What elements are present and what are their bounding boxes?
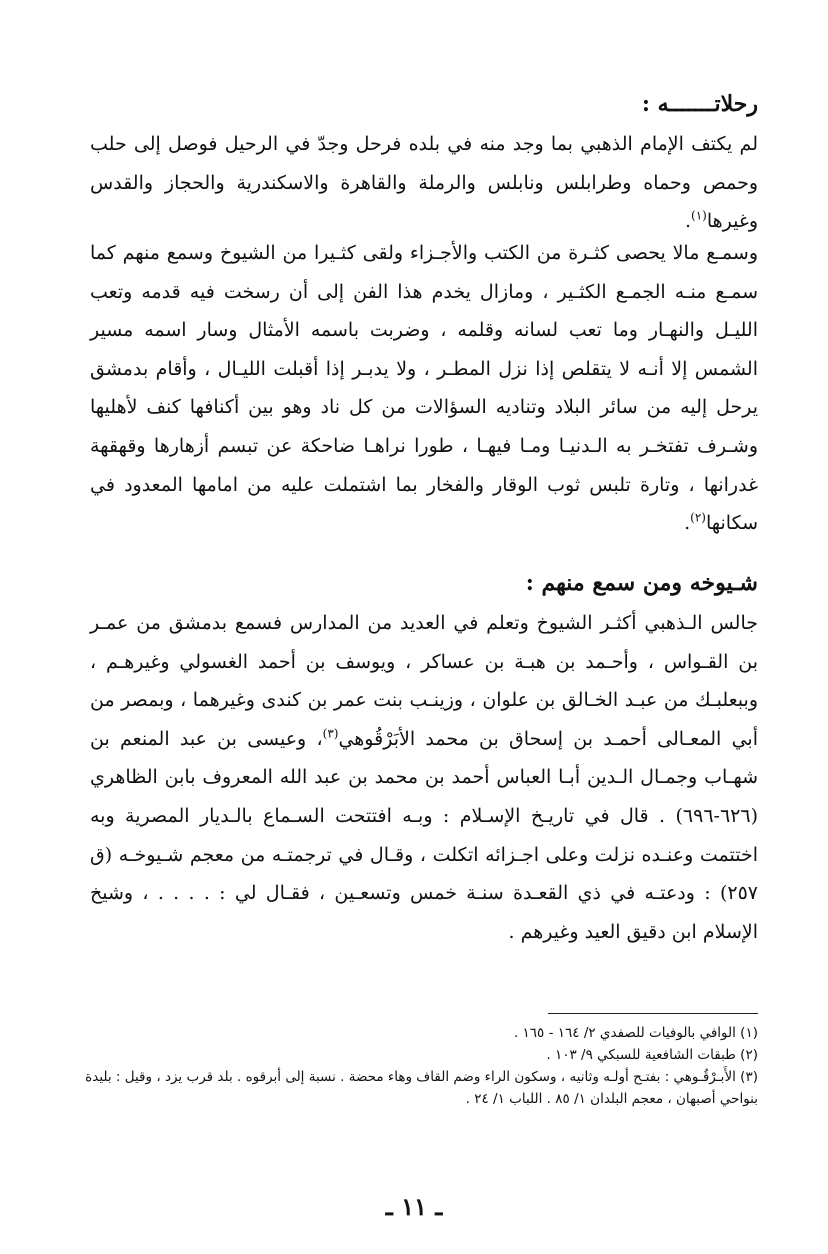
paragraph-end: . xyxy=(684,512,691,535)
paragraph-teachers xyxy=(90,604,758,951)
footnote-ref[interactable]: (٣) xyxy=(322,726,339,741)
paragraph-text-part-a: جالس الـذهبي أكثـر الشيوخ وتعلم في العديد من المدارس فسمع بدمشق من عمـر بن القـواس ، وأحـمد بن هبـة بن عساكر ، ويوسف بن أحمد الغسولي وغيرهـم ، وببعلبـك من عبـد الخـالق بن علوان ، وزينـب بنت عمر بن كندى وغيرهما ، وبمصر من أبي المعـالى أحمـد بن إسحاق بن محمد الأبَرْقُوهي xyxy=(90,612,758,750)
page-number: ـ ١١ ـ xyxy=(385,1192,443,1221)
paragraph-travels-1 xyxy=(90,125,758,241)
footnote-divider xyxy=(548,1013,758,1014)
footnote-3: (٣) الأَبـرْقُـوهي : بفتـح أولـه وثانيه ، وسكون الراء وضم القاف وهاء محضة . نسبة إلى أبرقوه . بلد قرب يزد ، وقيل : بليدة بنواحي أصبهان ، معجم البلدان ١/ ٨٥ . اللباب ١/ ٢٤ . xyxy=(85,1069,758,1107)
paragraph-end: . xyxy=(684,210,692,233)
footnote-ref[interactable]: (١) xyxy=(691,208,707,223)
section-heading-teachers: شـيوخه ومن سمع منهم : xyxy=(525,570,758,596)
paragraph-text: لم يكتف الإمام الذهبي بما وجد منه في بلده فرحل وجدّ في الرحيل فوصل إلى حلب وحمص وحماه وطرابلس ونابلس والرملة والقاهرة والاسكندرية والحجاز والقدس وغيرها xyxy=(90,133,758,233)
footnote-1: (١) الوافي بالوفيات للصفدي ٢/ ١٦٤ - ١٦٥ . xyxy=(513,1025,758,1041)
footnote-ref[interactable]: (٢) xyxy=(690,510,706,525)
footnotes-section xyxy=(68,1022,758,1110)
paragraph-travels-2 xyxy=(90,234,758,543)
footnote-2: (٢) طبقات الشافعية للسبكي ٩/ ١٠٣ . xyxy=(546,1047,758,1063)
paragraph-text-part-b: ، وعيسى بن عبد المنعم بن شهـاب وجمـال الـدين أبـا العباس أحمد بن محمد بن عبد الله المعروف بابن الظاهري (٦٢٦-٦٩٦) . قال في تاريـخ الإسـلام : وبـه افتتحت السـماع بالـديار المصرية وبه اختتمت وعنـده نزلت وعلى اجـزائه اتكلت ، وقـال في ترجمتـه من معجم شـيوخـه (ق ٢٥٧) : ودعتـه في ذي القعـدة سنـة خمس وتسعـين ، فقـال لي : . . . . ، وشيخ الإسلام ابن دقيق العيد وغيرهم . xyxy=(90,727,758,943)
paragraph-text: وسمـع مالا يحصى كثـرة من الكتب والأجـزاء ولقى كثـيرا من الشيوخ وسمع منهم كما سمـع منـه الجمـع الكثـير ، ومازال يخدم هذا الفن إلى أن رسخت فيه قدمه وتعب الليـل والنهـار وما تعب لسانه وقلمه ، وضربت باسمه الأمثال وسار اسمه مسير الشمس إلا أنـه لا يتقلص إذا نزل المطـر ، ولا يدبـر إذا أقبلت الليـال ، وأقام بدمشق يرحل إليه من سائر البلاد وتناديه السؤالات من كل ناد وهو بين أكنافها كنف لأهليها وشـرف تفتخـر به الـدنيـا ومـا فيهـا ، طورا نراهـا ضاحكة عن تبسم أزهارها وقهقهة غدرانها ، وتارة تلبس ثوب الوقار والفخار بما اشتملت عليه من امامها المعدود في سكانها xyxy=(90,242,758,535)
section-heading-travels: رحلاتـــــــه : xyxy=(641,91,758,117)
